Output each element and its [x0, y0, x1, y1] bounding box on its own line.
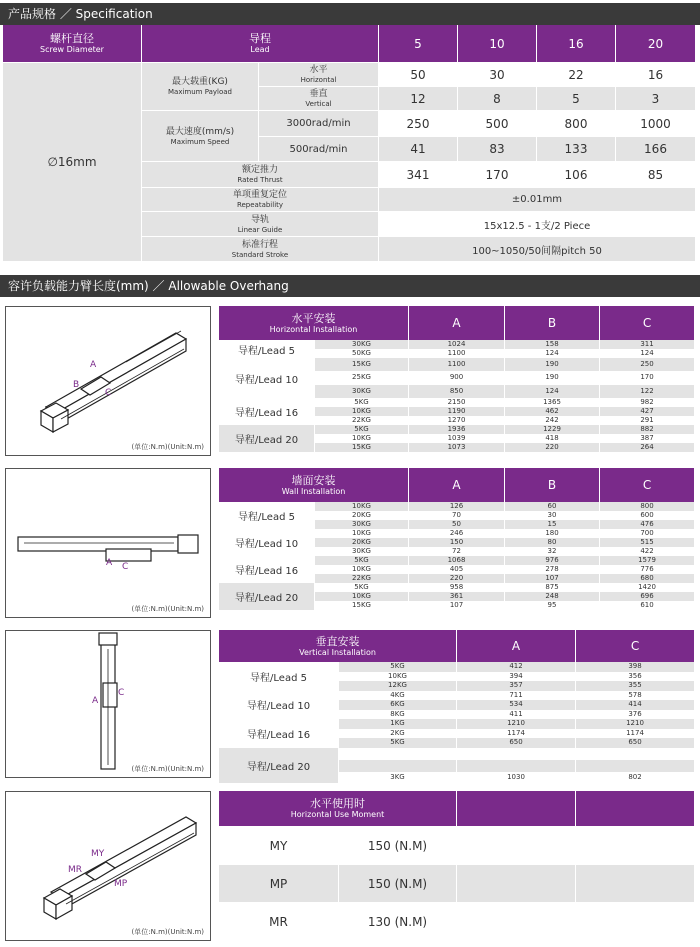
value-cell: 882 — [600, 425, 695, 434]
value-cell: 126 — [409, 502, 505, 511]
spec-cell: 250 — [379, 111, 458, 137]
value-cell: 958 — [409, 583, 505, 592]
load-cell: 10KG — [339, 672, 457, 682]
value-cell: 1100 — [409, 349, 505, 358]
label-my: MY — [91, 849, 105, 859]
value-cell: 405 — [409, 565, 505, 574]
value-cell: 107 — [409, 601, 505, 610]
lead-col: 16 — [537, 25, 616, 63]
load-cell: 22KG — [315, 574, 409, 583]
value-cell: 515 — [600, 538, 695, 547]
spec-table — [3, 25, 696, 262]
linear-guide-label: 导轨 Linear Guide — [142, 212, 379, 237]
value-cell: 1174 — [457, 729, 576, 739]
moment-header: 水平使用时 Horizontal Use Moment — [219, 791, 457, 827]
moment-value: 130 (N.M) — [339, 903, 457, 941]
wall-install-figure — [5, 468, 211, 618]
spec-cell: 341 — [379, 162, 458, 188]
spec-cell: 106 — [537, 162, 616, 188]
col-header: A — [409, 306, 505, 340]
value-cell: 311 — [600, 340, 695, 349]
load-cell: 10KG — [315, 529, 409, 538]
load-cell: 5KG — [315, 583, 409, 592]
lead-label: 导程/Lead 20 — [219, 748, 339, 783]
value-cell: 1024 — [409, 340, 505, 349]
value-cell: 976 — [505, 556, 600, 565]
spec-cell: 30 — [458, 63, 537, 87]
value-cell: 1365 — [505, 398, 600, 407]
value-cell: 158 — [505, 340, 600, 349]
vertical-label: 垂直 Vertical — [259, 87, 379, 111]
spec-cell: 12 — [379, 87, 458, 111]
actuator-wall-drawing — [6, 469, 210, 617]
unit-note: (单位:N.m)(Unit:N.m) — [131, 443, 204, 451]
load-cell: 20KG — [315, 538, 409, 547]
value-cell: 190 — [505, 358, 600, 371]
spec-cell: 1000 — [616, 111, 696, 137]
spec-cell: 22 — [537, 63, 616, 87]
spec-cell: 50 — [379, 63, 458, 87]
load-cell: 20KG — [315, 511, 409, 520]
value-cell: 170 — [600, 371, 695, 384]
unit-note: (单位:N.m)(Unit:N.m) — [131, 928, 204, 936]
value-cell: 462 — [505, 407, 600, 416]
value-cell — [457, 748, 576, 760]
spec-cell: 166 — [616, 137, 696, 162]
moment-figure — [5, 791, 211, 941]
value-cell: 1073 — [409, 443, 505, 452]
lead-label: 导程/Lead 5 — [219, 502, 315, 529]
value-cell: 387 — [600, 434, 695, 443]
value-cell: 850 — [409, 385, 505, 398]
value-cell: 1190 — [409, 407, 505, 416]
horizontal-install-header: 水平安装 Horizontal Installation — [219, 306, 409, 340]
vertical-install-header: 垂直安装 Vertical Installation — [219, 630, 457, 662]
value-cell: 1210 — [576, 719, 695, 729]
moment-value: 150 (N.M) — [339, 865, 457, 903]
value-cell: 72 — [409, 547, 505, 556]
load-cell: 1KG — [339, 719, 457, 729]
value-cell: 394 — [457, 672, 576, 682]
col-header: A — [409, 468, 505, 502]
label-c: C — [122, 562, 129, 572]
repeatability-value: ±0.01mm — [379, 188, 696, 212]
value-cell: 242 — [505, 416, 600, 425]
load-cell: 12KG — [339, 681, 457, 691]
value-cell: 418 — [505, 434, 600, 443]
label-a: A — [106, 558, 113, 568]
label-mr: MR — [68, 865, 83, 875]
label-a: A — [92, 696, 99, 706]
value-cell: 361 — [409, 592, 505, 601]
value-cell: 15 — [505, 520, 600, 529]
load-cell: 5KG — [339, 738, 457, 748]
value-cell: 610 — [600, 601, 695, 610]
value-cell: 776 — [600, 565, 695, 574]
standard-stroke-value: 100~1050/50间隔pitch 50 — [379, 237, 696, 262]
spec-cell: 3 — [616, 87, 696, 111]
value-cell: 291 — [600, 416, 695, 425]
max-payload-label: 最大载重(KG) Maximum Payload — [142, 63, 259, 111]
max-speed-label: 最大速度(mm/s) Maximum Speed — [142, 111, 259, 162]
load-cell: 30KG — [315, 340, 409, 349]
horizontal-overhang-table — [219, 306, 695, 452]
value-cell: 600 — [600, 511, 695, 520]
value-cell: 875 — [505, 583, 600, 592]
value-cell: 800 — [600, 502, 695, 511]
value-cell: 534 — [457, 700, 576, 710]
lead-label: 导程/Lead 5 — [219, 662, 339, 691]
value-cell: 107 — [505, 574, 600, 583]
lead-label: 导程/Lead 10 — [219, 358, 315, 398]
value-cell: 30 — [505, 511, 600, 520]
value-cell: 650 — [457, 738, 576, 748]
value-cell: 248 — [505, 592, 600, 601]
vertical-overhang-table — [219, 630, 695, 783]
load-cell: 10KG — [315, 565, 409, 574]
load-cell: 6KG — [339, 700, 457, 710]
value-cell: 1100 — [409, 358, 505, 371]
value-cell: 427 — [600, 407, 695, 416]
lead-header: 导程 Lead — [142, 25, 379, 63]
load-cell: 5KG — [315, 425, 409, 434]
empty-header — [576, 791, 695, 827]
value-cell: 95 — [505, 601, 600, 610]
horizontal-install-figure — [5, 306, 211, 456]
col-header: A — [457, 630, 576, 662]
spec-cell: 8 — [458, 87, 537, 111]
value-cell: 412 — [457, 662, 576, 672]
value-cell: 802 — [576, 772, 695, 783]
load-cell: 5KG — [339, 662, 457, 672]
value-cell: 32 — [505, 547, 600, 556]
label-c: C — [105, 388, 112, 398]
value-cell: 357 — [457, 681, 576, 691]
lead-col: 10 — [458, 25, 537, 63]
value-cell: 356 — [576, 672, 695, 682]
lead-col: 20 — [616, 25, 696, 63]
value-cell: 355 — [576, 681, 695, 691]
load-cell: 5KG — [315, 556, 409, 565]
load-cell: 50KG — [315, 349, 409, 358]
screw-diameter-header: 螺杆直径 Screw Diameter — [3, 25, 142, 63]
lead-label: 导程/Lead 16 — [219, 556, 315, 583]
load-cell — [339, 748, 457, 760]
lead-label: 导程/Lead 20 — [219, 583, 315, 610]
load-cell: 30KG — [315, 547, 409, 556]
value-cell: 278 — [505, 565, 600, 574]
value-cell: 124 — [600, 349, 695, 358]
value-cell: 2150 — [409, 398, 505, 407]
col-header: C — [600, 468, 695, 502]
value-cell: 982 — [600, 398, 695, 407]
load-cell: 8KG — [339, 710, 457, 720]
label-a: A — [90, 360, 97, 370]
value-cell: 220 — [409, 574, 505, 583]
load-cell: 15KG — [315, 601, 409, 610]
horizontal-label: 水平 Horizontal — [259, 63, 379, 87]
load-cell: 10KG — [315, 407, 409, 416]
col-header: B — [505, 306, 600, 340]
load-cell: 15KG — [315, 358, 409, 371]
lead-label: 导程/Lead 5 — [219, 340, 315, 358]
value-cell: 70 — [409, 511, 505, 520]
label-c: C — [118, 688, 125, 698]
spec-cell: 500 — [458, 111, 537, 137]
load-cell: 5KG — [315, 398, 409, 407]
unit-note: (单位:N.m)(Unit:N.m) — [131, 765, 204, 773]
value-cell — [457, 760, 576, 772]
value-cell: 650 — [576, 738, 695, 748]
value-cell: 711 — [457, 691, 576, 701]
spec-cell: 170 — [458, 162, 537, 188]
value-cell: 1579 — [600, 556, 695, 565]
lead-label: 导程/Lead 10 — [219, 529, 315, 556]
value-cell: 190 — [505, 371, 600, 384]
spec-cell: 85 — [616, 162, 696, 188]
value-cell: 398 — [576, 662, 695, 672]
rated-thrust-label: 额定推力 Rated Thrust — [142, 162, 379, 188]
repeatability-label: 单项重复定位 Repeatability — [142, 188, 379, 212]
value-cell: 1039 — [409, 434, 505, 443]
value-cell: 1030 — [457, 772, 576, 783]
spec-cell: 133 — [537, 137, 616, 162]
spec-cell: 83 — [458, 137, 537, 162]
actuator-horizontal-drawing — [6, 307, 210, 455]
value-cell: 422 — [600, 547, 695, 556]
load-cell: 30KG — [315, 520, 409, 529]
value-cell — [576, 760, 695, 772]
lead-label: 导程/Lead 16 — [219, 398, 315, 425]
load-cell: 2KG — [339, 729, 457, 739]
moment-name: MP — [219, 865, 339, 903]
value-cell: 1420 — [600, 583, 695, 592]
moment-table — [219, 791, 695, 941]
col-header: C — [576, 630, 695, 662]
value-cell: 50 — [409, 520, 505, 529]
value-cell: 696 — [600, 592, 695, 601]
wall-install-header: 墙面安装 Wall Installation — [219, 468, 409, 502]
load-cell: 10KG — [315, 592, 409, 601]
load-cell: 25KG — [315, 371, 409, 384]
load-cell: 4KG — [339, 691, 457, 701]
spec-cell: 16 — [616, 63, 696, 87]
lead-label: 导程/Lead 16 — [219, 719, 339, 748]
label-b: B — [73, 380, 80, 390]
speed-3000-label: 3000rad/min — [259, 111, 379, 137]
moment-name: MR — [219, 903, 339, 941]
spec-section-title: 产品规格 ／ Specification — [0, 3, 700, 25]
wall-overhang-table — [219, 468, 695, 610]
value-cell: 414 — [576, 700, 695, 710]
value-cell: 900 — [409, 371, 505, 384]
standard-stroke-label: 标准行程 Standard Stroke — [142, 237, 379, 262]
value-cell: 60 — [505, 502, 600, 511]
value-cell: 1174 — [576, 729, 695, 739]
lead-col: 5 — [379, 25, 458, 63]
value-cell: 700 — [600, 529, 695, 538]
load-cell: 30KG — [315, 385, 409, 398]
linear-guide-value: 15x12.5 - 1支/2 Piece — [379, 212, 696, 237]
spec-cell: 5 — [537, 87, 616, 111]
overhang-section-title: 容许负载能力臂长度(mm) ／ Allowable Overhang — [0, 275, 700, 297]
unit-note: (单位:N.m)(Unit:N.m) — [131, 605, 204, 613]
speed-500-label: 500rad/min — [259, 137, 379, 162]
actuator-moment-drawing — [6, 792, 210, 940]
actuator-vertical-drawing — [6, 631, 210, 777]
load-cell: 15KG — [315, 443, 409, 452]
spec-cell: 800 — [537, 111, 616, 137]
value-cell: 180 — [505, 529, 600, 538]
col-header: B — [505, 468, 600, 502]
value-cell: 1068 — [409, 556, 505, 565]
load-cell: 10KG — [315, 502, 409, 511]
value-cell: 124 — [505, 349, 600, 358]
diameter-value: ∅16mm — [3, 63, 142, 262]
value-cell: 246 — [409, 529, 505, 538]
moment-value: 150 (N.M) — [339, 827, 457, 865]
spec-cell: 41 — [379, 137, 458, 162]
value-cell: 1229 — [505, 425, 600, 434]
value-cell: 376 — [576, 710, 695, 720]
value-cell — [576, 748, 695, 760]
value-cell: 250 — [600, 358, 695, 371]
value-cell: 150 — [409, 538, 505, 547]
value-cell: 578 — [576, 691, 695, 701]
value-cell: 80 — [505, 538, 600, 547]
value-cell: 476 — [600, 520, 695, 529]
load-cell: 3KG — [339, 772, 457, 783]
load-cell: 10KG — [315, 434, 409, 443]
value-cell: 122 — [600, 385, 695, 398]
lead-label: 导程/Lead 10 — [219, 691, 339, 720]
vertical-install-figure — [5, 630, 211, 778]
value-cell: 1270 — [409, 416, 505, 425]
load-cell — [339, 760, 457, 772]
value-cell: 124 — [505, 385, 600, 398]
value-cell: 220 — [505, 443, 600, 452]
value-cell: 680 — [600, 574, 695, 583]
lead-label: 导程/Lead 20 — [219, 425, 315, 452]
label-mp: MP — [114, 879, 128, 889]
load-cell: 22KG — [315, 416, 409, 425]
empty-header — [457, 791, 576, 827]
value-cell: 1210 — [457, 719, 576, 729]
value-cell: 411 — [457, 710, 576, 720]
col-header: C — [600, 306, 695, 340]
value-cell: 1936 — [409, 425, 505, 434]
value-cell: 264 — [600, 443, 695, 452]
moment-name: MY — [219, 827, 339, 865]
